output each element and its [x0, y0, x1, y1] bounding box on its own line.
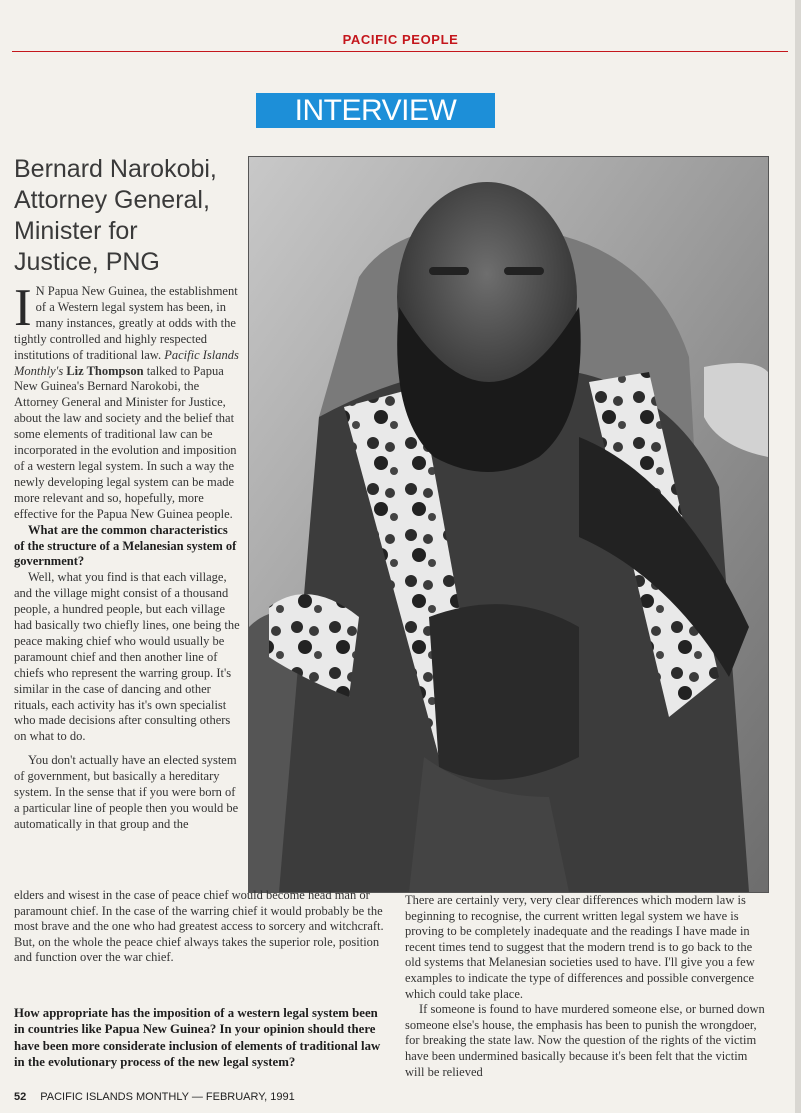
section-banner: INTERVIEW: [256, 93, 495, 128]
headline-line: Bernard Narokobi,: [14, 155, 217, 183]
headline-line: Minister for: [14, 217, 138, 245]
right-column: [405, 893, 767, 1080]
headline-line: Justice, PNG: [14, 248, 160, 276]
answer-paragraph: Well, what you find is that each village, and the village might consist of a thousand people, a hundred people, but each village had basically two chiefly lines, one being the peace making chief who would usually be paramount chief and then another line of chiefs who represent the warring group. It's similar in the case of dancing and other rituals, each activity has it's own specialist who made decisions after consulting others on what to do.: [14, 570, 240, 744]
answer-paragraph: You don't actually have an elected system of government, but basically a hereditary system. In the sense that if you were born of a particular line of people then you would be automatically in that group and the: [14, 753, 239, 831]
question-1: What are the common characteristics of the structure of a Melanesian system of government?: [14, 522, 237, 569]
answer-paragraph: There are certainly very, very clear differences which modern law is beginning to recognise, the current written legal system we have is proving to be completely inadequate and the readings I have made in recent times tend to suggest that the modern trend is to go back to the old systems that Melanesian societies used to have. I'll give you a few examples to indicate the type of differences and possible convergence which could take place.: [405, 893, 755, 1001]
running-head: PACIFIC PEOPLE: [342, 32, 459, 47]
header-rule: [12, 51, 788, 52]
headline-line: Attorney General,: [14, 186, 210, 214]
page-edge-shadow: [795, 0, 801, 1113]
page-number: 52: [14, 1091, 27, 1103]
author-name: Liz Thompson: [63, 363, 144, 378]
intro-paragraph: I N Papua New Guinea, the establishment of a Western legal system has been, in many instances, greatly at odds with the tightly controlled and highly respected institutions of traditional law. Pacific Islands Monthly's Liz Thompson talked to Papua New Guinea's Bernard Narokobi, the Attorney General and Minister for Justice, about the law and society and the belief that some elements of traditional law can be incorporated in the evolution and imposition of a western legal system. In such a way the newly developing legal system can be made more relevant and so, hopefully, more effective for the Papua New Guinea people.: [14, 279, 239, 521]
publication-name: Pacific Islands Monthly's: [14, 347, 239, 378]
portrait-illustration: [249, 157, 768, 892]
drop-cap: I: [14, 279, 32, 337]
left-column-continued: [14, 888, 390, 966]
answer-paragraph-continued: elders and wisest in the case of peace chief would become head man or paramount chief. In the case of the warring chief it would probably be the most brave and the one who had greatest access to sorcery and witchcraft. But, on the whole the peace chief always takes the superior role, position and function over the war chief.: [14, 888, 384, 965]
answer-paragraph: If someone is found to have murdered someone else, or burned down someone else's house, the emphasis has been to punish the wrongdoer, for breaking the state law. Now the question of the rights of the victim have been undermined basically because it's been felt that the victim will be relieved: [405, 1002, 765, 1079]
page-footer: [14, 1091, 295, 1103]
headline: [14, 154, 239, 278]
publication-footer: PACIFIC ISLANDS MONTHLY — FEBRUARY, 1991: [40, 1091, 295, 1103]
portrait-photo: [248, 156, 769, 893]
question-2: How appropriate has the imposition of a western legal system been in countries like Papua New Guinea? In your opinion should there have been more considerate inclusion of elements of traditional law in the evolutionary process of the new legal system?: [14, 1006, 381, 1070]
left-column: [14, 279, 240, 833]
